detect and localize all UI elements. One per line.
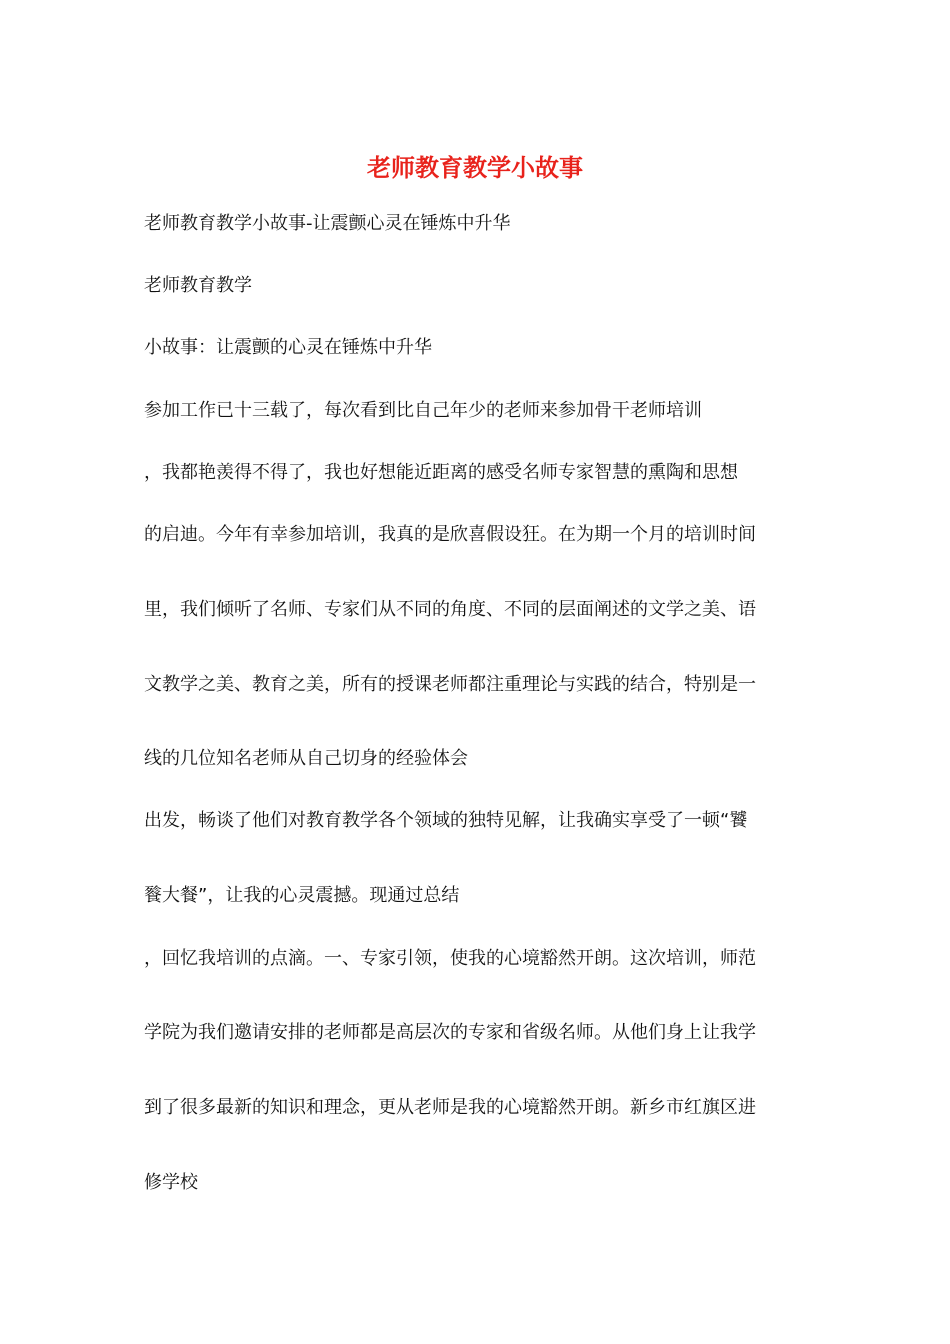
text-line-14: 到了很多最新的知识和理念，更从老师是我的心境豁然开朗。新乡市红旗区进 [144, 1097, 756, 1118]
text-line-13: 学院为我们邀请安排的老师都是高层次的专家和省级名师。从他们身上让我学 [144, 1022, 756, 1043]
document-title: 老师教育教学小故事 [367, 153, 583, 182]
text-line-11: 餮大餐”，让我的心灵震撼。现通过总结 [144, 885, 460, 906]
text-line-3: 小故事：让震颤的心灵在锤炼中升华 [144, 337, 432, 358]
text-line-2: 老师教育教学 [144, 275, 252, 296]
text-line-4: 参加工作已十三载了，每次看到比自己年少的老师来参加骨干老师培训 [144, 400, 702, 421]
text-line-7: 里，我们倾听了名师、专家们从不同的角度、不同的层面阐述的文学之美、语 [144, 599, 756, 620]
text-line-9: 线的几位知名老师从自己切身的经验体会 [144, 748, 468, 769]
text-line-6: 的启迪。今年有幸参加培训，我真的是欣喜假设狂。在为期一个月的培训时间 [144, 524, 756, 545]
text-line-15: 修学校 [144, 1172, 198, 1193]
text-line-5: ，我都艳羡得不得了，我也好想能近距离的感受名师专家智慧的熏陶和思想 [144, 462, 738, 483]
text-line-10: 出发，畅谈了他们对教育教学各个领域的独特见解，让我确实享受了一顿“饕 [144, 810, 748, 831]
text-line-12: ，回忆我培训的点滴。一、专家引领，使我的心境豁然开朗。这次培训，师范 [144, 948, 756, 969]
text-line-1: 老师教育教学小故事-让震颤心灵在锤炼中升华 [144, 213, 511, 234]
text-line-8: 文教学之美、教育之美，所有的授课老师都注重理论与实践的结合，特别是一 [144, 674, 756, 695]
